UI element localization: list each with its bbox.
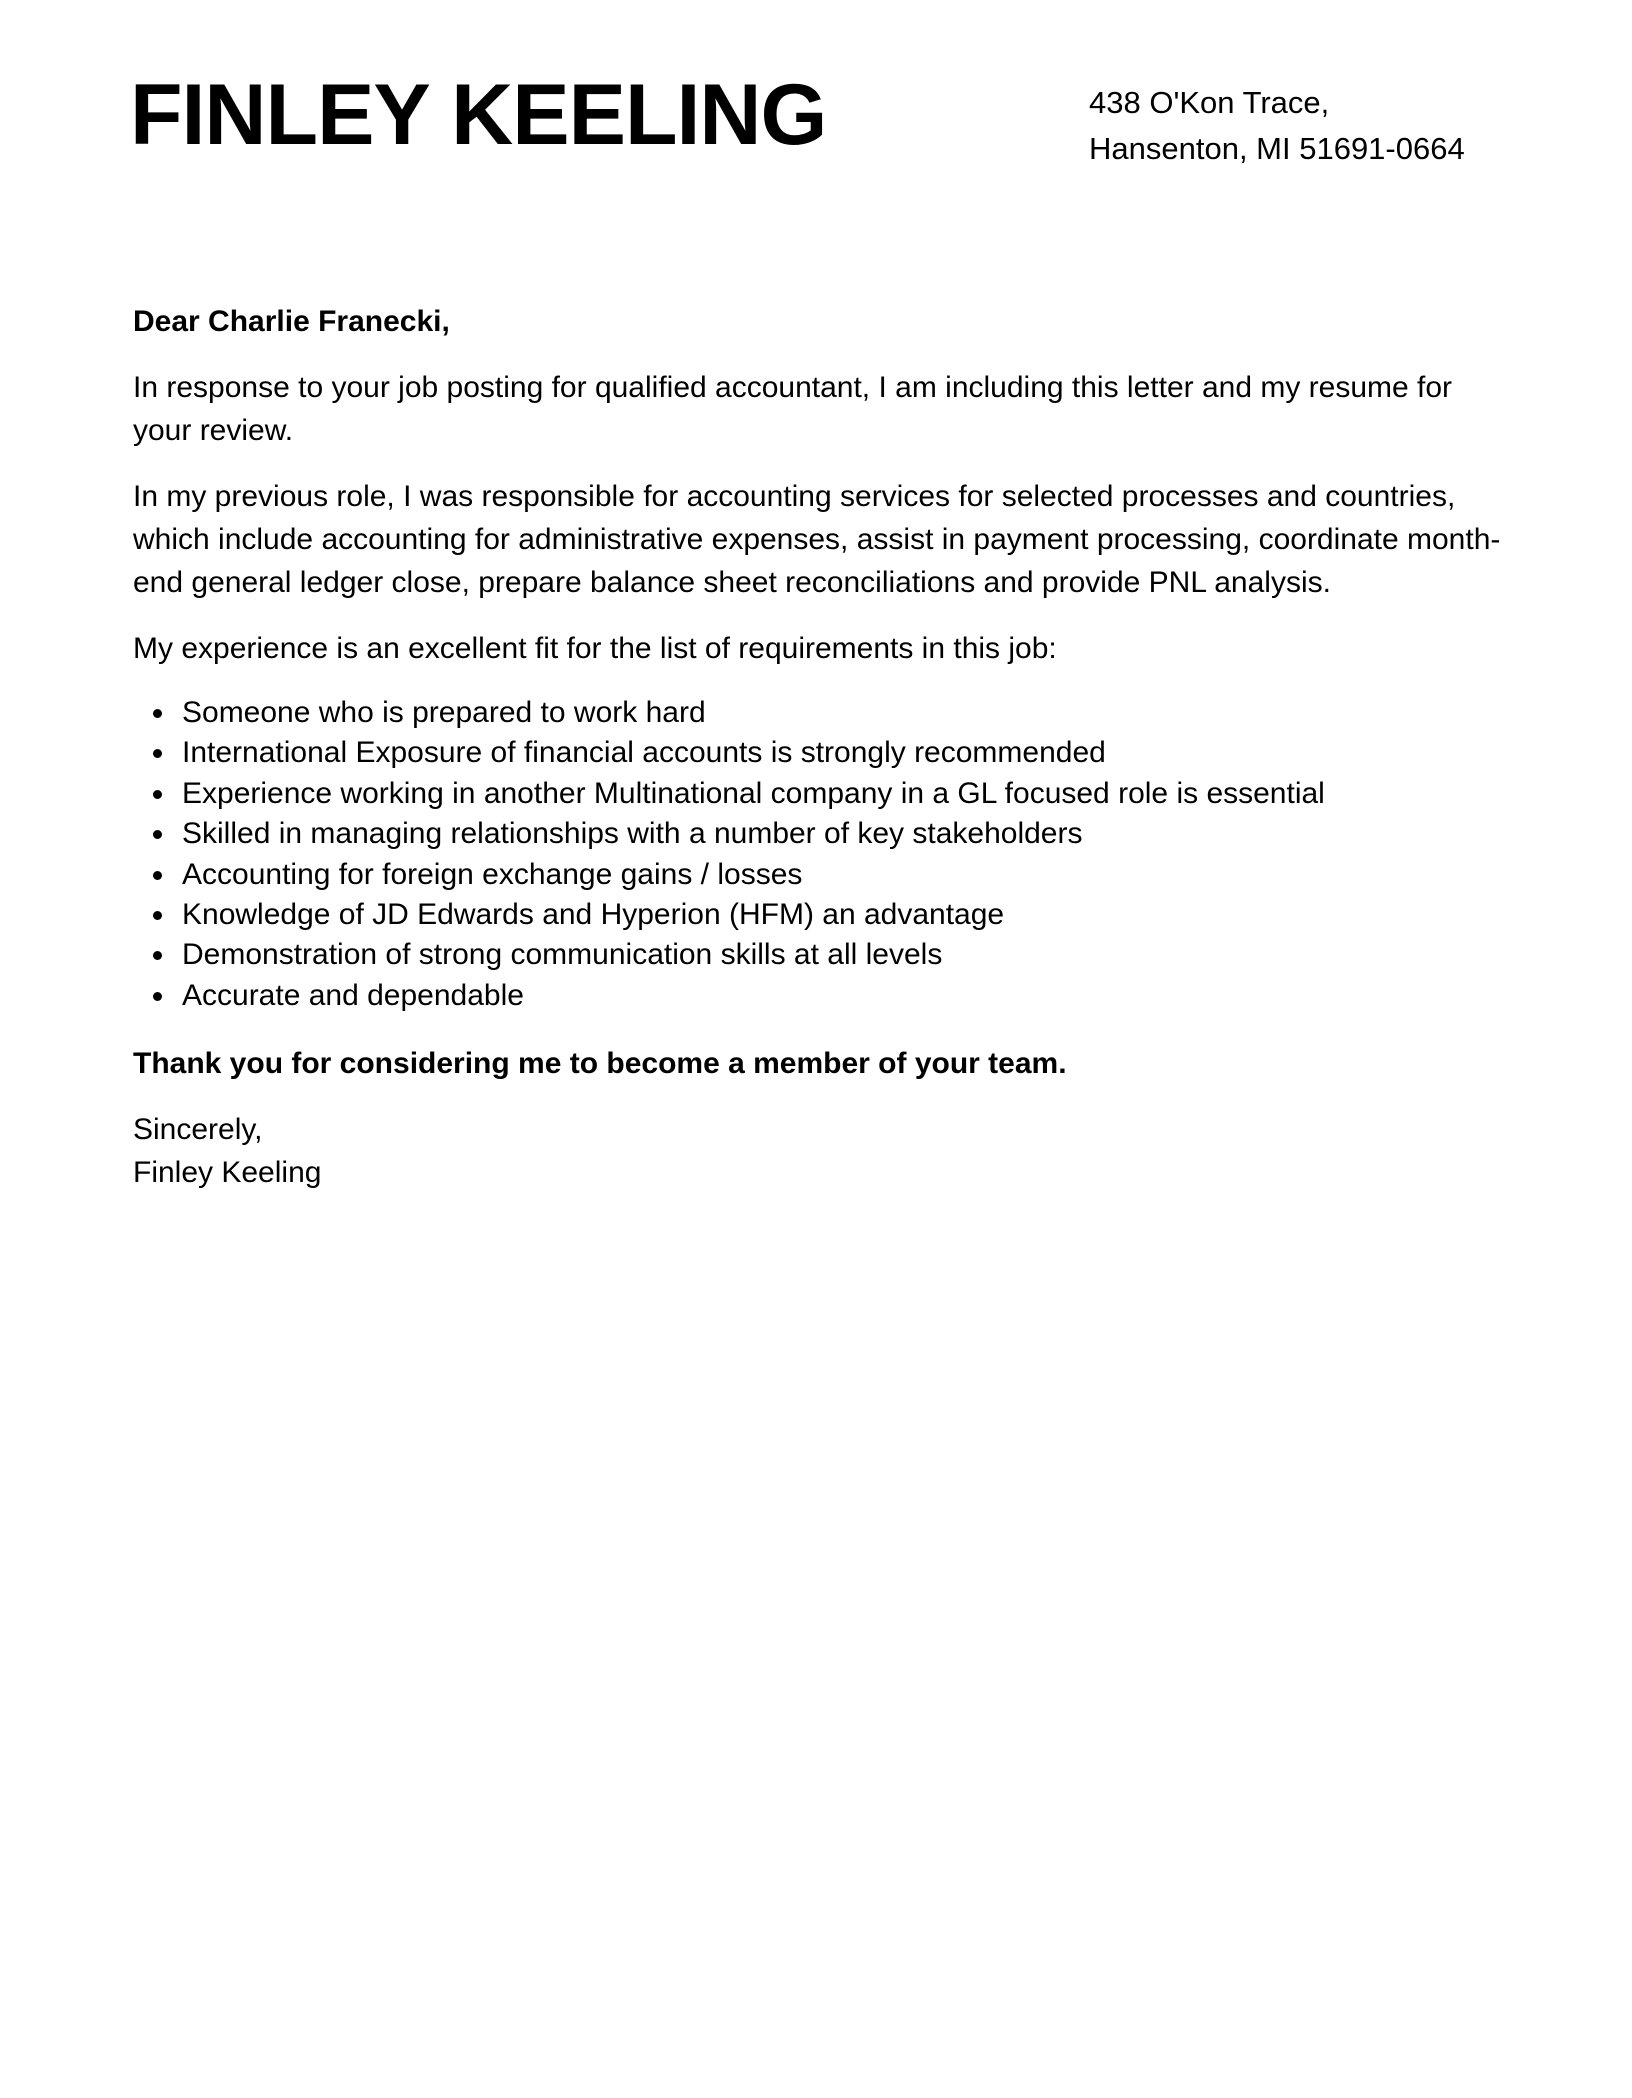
list-item-text: Knowledge of JD Edwards and Hyperion (HFM) an advantage <box>182 898 1005 932</box>
paragraph-intro: In response to your job posting for qualified accountant, I am including this letter and my resume for your review. <box>133 371 1453 447</box>
bullet-icon <box>153 749 162 758</box>
list-item <box>133 895 1503 935</box>
applicant-name: FINLEY KEELING <box>130 67 827 163</box>
signoff: Sincerely, <box>133 1113 263 1147</box>
bullet-icon <box>153 992 162 1001</box>
list-item <box>133 814 1503 854</box>
list-item <box>133 855 1503 895</box>
bullet-icon <box>153 911 162 920</box>
bullet-icon <box>153 830 162 839</box>
list-item-text: Someone who is prepared to work hard <box>182 696 706 729</box>
list-item-text: Accurate and dependable <box>182 978 524 1012</box>
list-item <box>133 774 1503 814</box>
list-item-text: Skilled in managing relationships with a number of key stakeholders <box>182 817 1083 851</box>
list-item-text: Demonstration of strong communication skills at all levels <box>182 938 943 972</box>
closing-line: Thank you for considering me to become a member of your team. <box>133 1047 1067 1081</box>
list-item <box>133 733 1503 773</box>
list-item-text: International Exposure of financial accounts is strongly recommended <box>182 736 1106 770</box>
requirements-list <box>133 693 1503 1016</box>
address-line-1: 438 O'Kon Trace, <box>1089 85 1330 120</box>
paragraph-fit: My experience is an excellent fit for the list of requirements in this job: <box>133 632 1057 665</box>
salutation: Dear Charlie Franecki, <box>133 305 450 338</box>
list-item-text: Experience working in another Multinational company in a GL focused role is essential <box>182 776 1325 810</box>
applicant-address <box>1089 80 1465 172</box>
list-item <box>133 693 1503 733</box>
bullet-icon <box>153 790 162 799</box>
list-item-text: Accounting for foreign exchange gains / losses <box>182 857 803 891</box>
list-item <box>133 935 1503 975</box>
address-line-2: Hansenton, MI 51691-0664 <box>1089 131 1465 166</box>
bullet-icon <box>153 709 162 718</box>
list-item <box>133 976 1503 1016</box>
letter-body <box>133 300 1503 1194</box>
signature: Finley Keeling <box>133 1156 322 1190</box>
paragraph-experience: In my previous role, I was responsible for accounting services for selected processes and countries, which include accounting for administrative expenses, assist in payment processing, coordinate month-end general ledger close, prepare balance sheet reconciliations and provide PNL analysis. <box>133 480 1501 599</box>
bullet-icon <box>153 951 162 960</box>
bullet-icon <box>153 871 162 880</box>
